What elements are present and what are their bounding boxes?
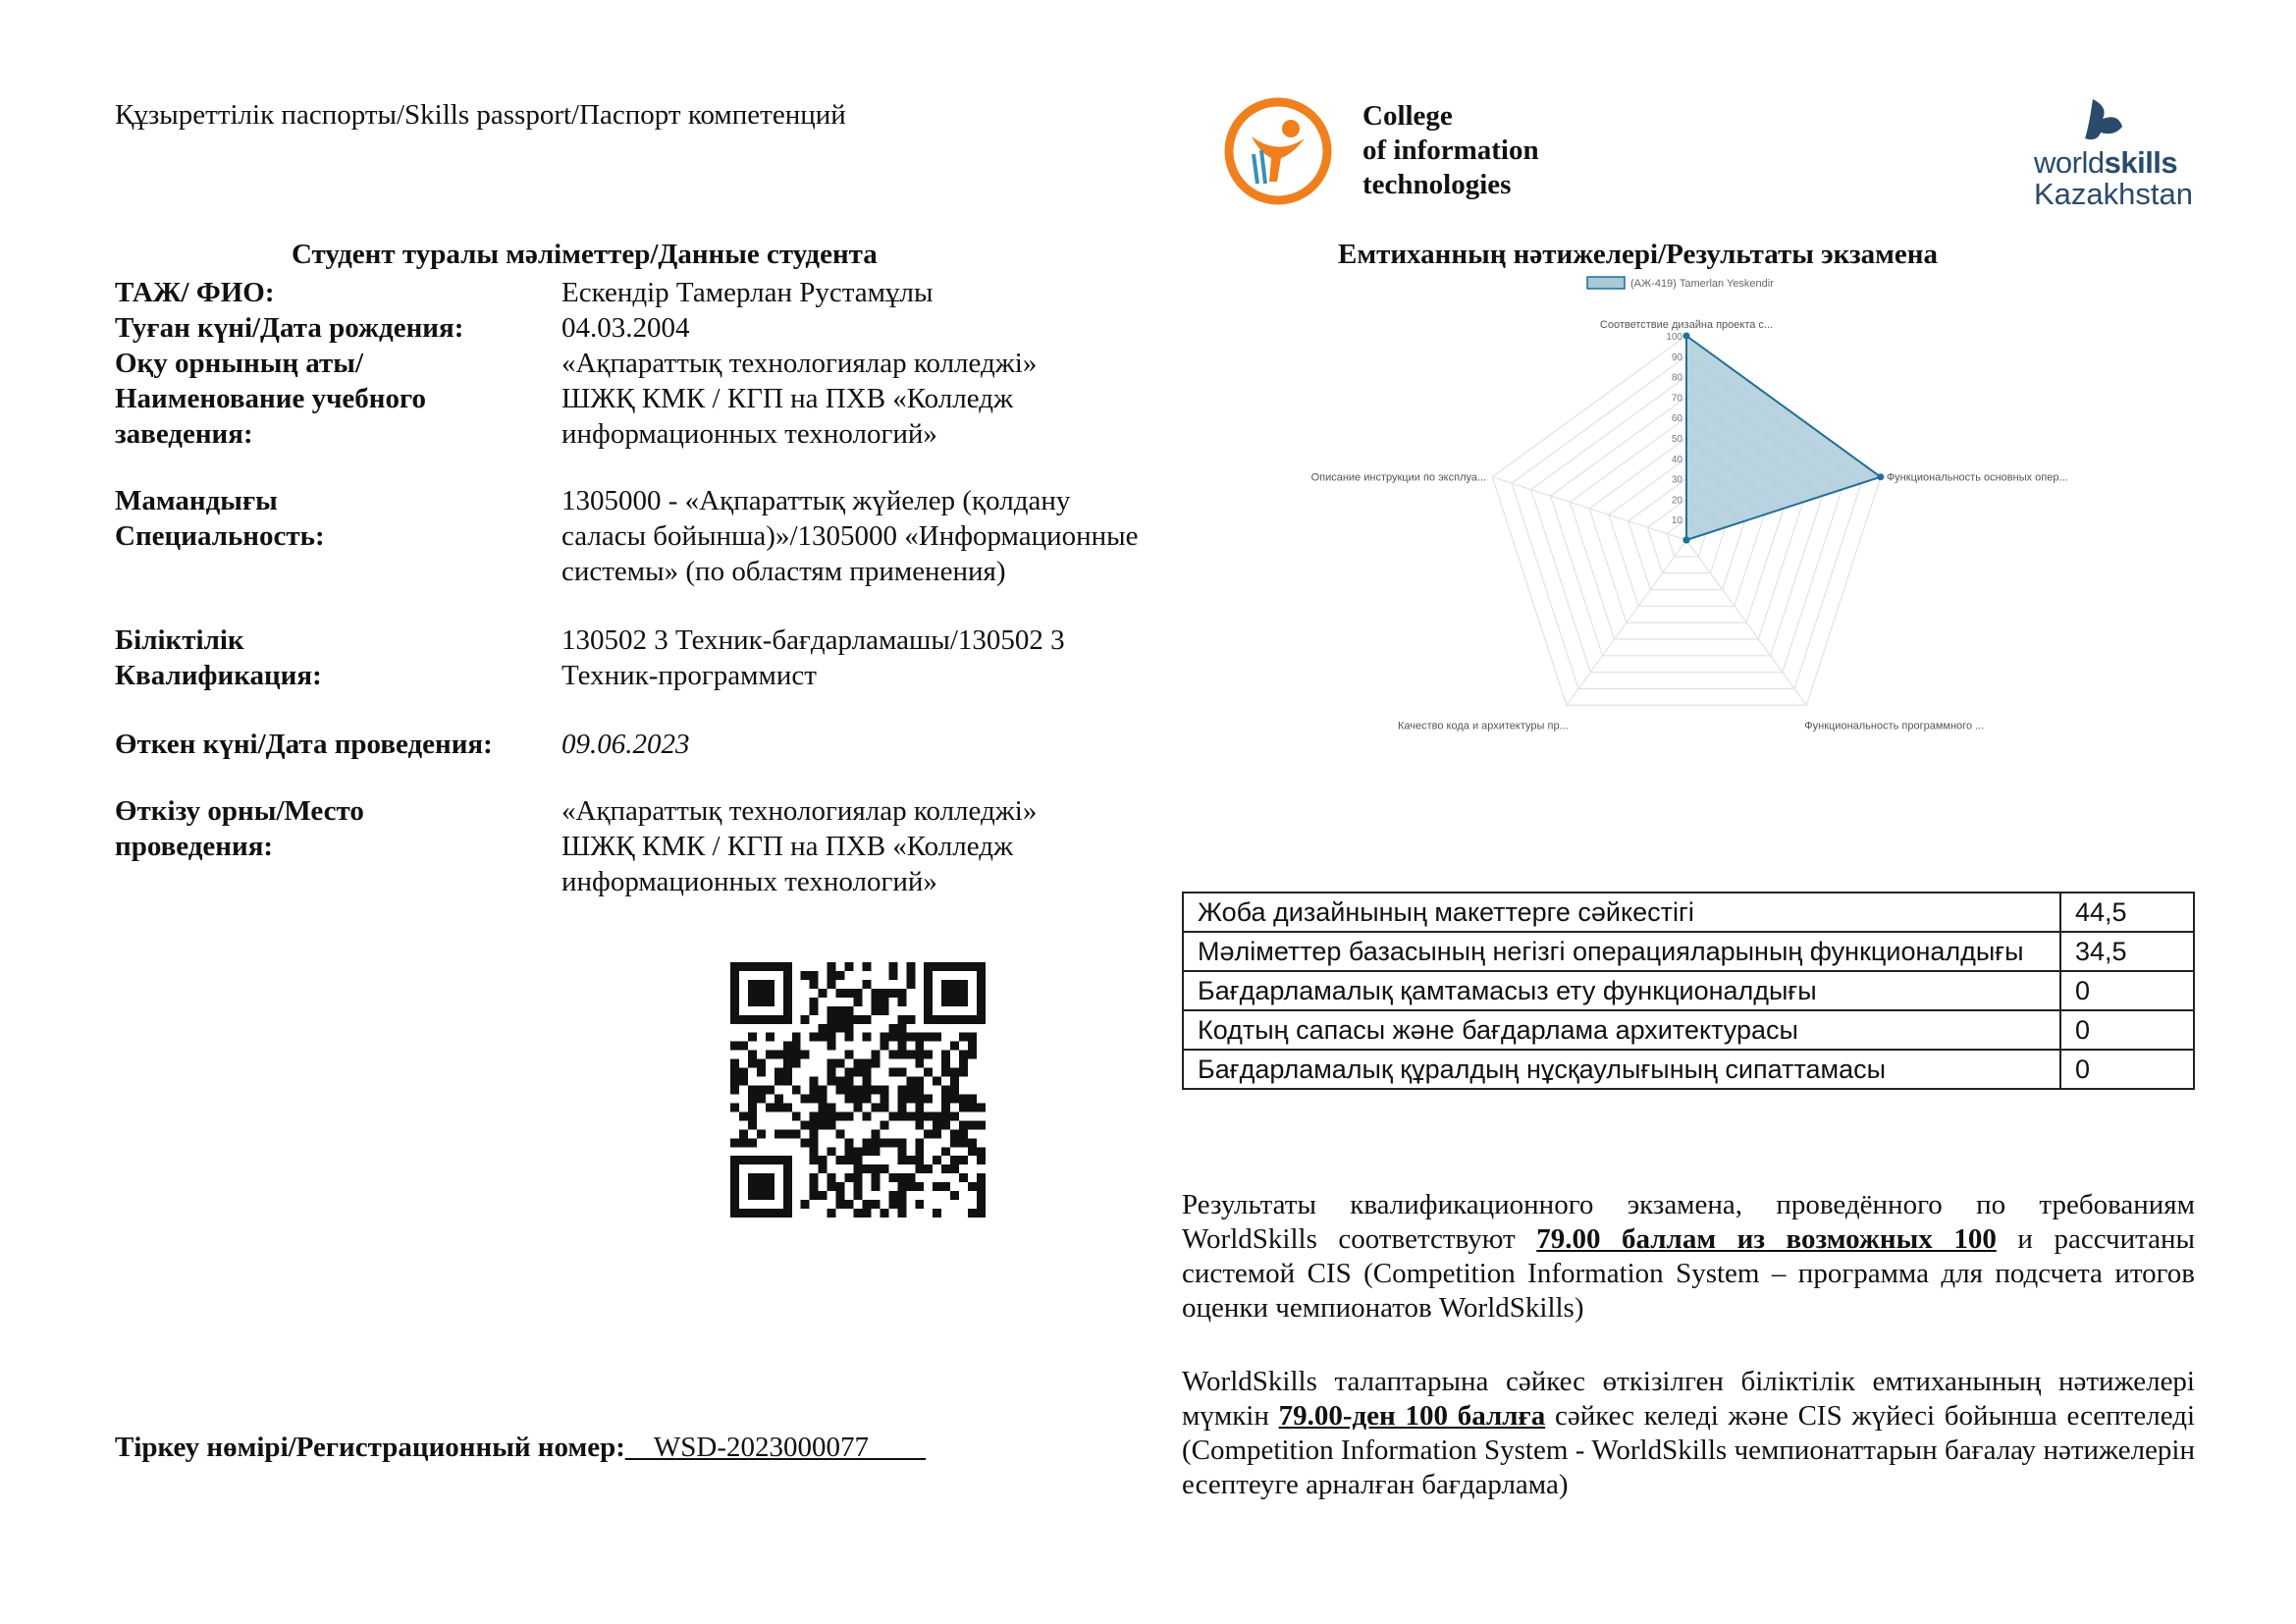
radar-point: [1877, 473, 1884, 480]
ws-kazakhstan: Kazakhstan: [2034, 177, 2193, 211]
radar-tick-label: 80: [1671, 372, 1682, 384]
institution-value: «Ақпараттық технологиялар колледжі» ШЖҚ КМК / КГП на ПХВ «Колледж информационных технологий»: [561, 348, 1038, 450]
criterion-score: 0: [2060, 971, 2194, 1010]
dob-label: Туған күні/Дата рождения:: [115, 312, 464, 344]
exam-date-label: Өткен күні/Дата проведения:: [115, 729, 493, 760]
dob-value: 04.03.2004: [561, 312, 690, 344]
table-row: [1183, 1050, 2194, 1089]
institution-label: Оқу орнының аты/Наименование учебного заведения:: [115, 348, 426, 450]
radar-tick-label: 60: [1671, 413, 1682, 425]
qr-code: [730, 962, 986, 1218]
qualification-label: Біліктілік Квалификация:: [115, 624, 322, 691]
criterion-score: 0: [2060, 1010, 2194, 1050]
radar-axis-label: Качество кода и архитектуры пр...: [1397, 720, 1569, 732]
college-logo: [1224, 97, 1332, 205]
results-heading: Емтиханның нәтижелері/Результаты экзамена: [1338, 239, 1938, 270]
radar-tick-label: 30: [1671, 474, 1682, 486]
name-label: ТАЖ/ ФИО:: [115, 277, 275, 308]
para-kz-c: сәйкес келеді және CIS жүйесі бойынша есептеледі (Competition Information System - WorldSkills чемпионаттарын бағалау нәтижелерін есептеуге арналған бағдарлама): [1182, 1400, 2196, 1500]
college-name-line2: of information: [1362, 135, 1539, 166]
radar-series-area: [1686, 336, 1881, 540]
radar-tick-label: 20: [1671, 495, 1682, 507]
table-row: [1183, 1010, 2194, 1050]
place-value: «Ақпараттық технологиялар колледжі» ШЖҚ КМК / КГП на ПХВ «Колледж информационных технологий»: [561, 795, 1038, 897]
student-heading: Студент туралы мәліметтер/Данные студента: [292, 239, 878, 270]
para-ru-a: Результаты квалификационного экзамена, проведённого по требованиям WorldSkills соответствуют: [1182, 1189, 2195, 1255]
criterion-label: Жоба дизайнының макеттерге сәйкестігі: [1183, 893, 2060, 932]
radar-tick-label: 40: [1671, 454, 1682, 465]
criterion-score: 44,5: [2060, 893, 2194, 932]
registration-label: Тіркеу нөмірі/Регистрационный номер:: [115, 1432, 625, 1463]
radar-legend-swatch: [1587, 277, 1625, 289]
radar-tick-label: 10: [1671, 515, 1682, 527]
radar-point: [1683, 537, 1690, 544]
radar-tick-label: 50: [1671, 434, 1682, 445]
radar-point: [1683, 333, 1690, 340]
exam-date-value: 09.06.2023: [561, 729, 690, 760]
qualification-value: 130502 3 Техник-бағдарламашы/130502 3 Техник-программист: [561, 624, 1065, 691]
radar-legend-label: (АЖ-419) Tamerlan Yeskendir: [1630, 278, 1774, 290]
table-row: [1183, 893, 2194, 932]
criterion-label: Бағдарламалық қамтамасыз ету функционалдығы: [1183, 971, 2060, 1010]
qr-finder-pattern: [730, 1156, 792, 1218]
registration-number: __WSD-2023000077____: [624, 1432, 926, 1463]
table-row: [1183, 971, 2194, 1010]
result-paragraph-kz: [1182, 1365, 2195, 1502]
qr-finder-pattern: [924, 962, 986, 1024]
specialty-value: 1305000 - «Ақпараттық жүйелер (қолдану саласы бойынша)»/1305000 «Информационные системы» (по областям применения): [561, 485, 1139, 587]
worldskills-wordmark: [2034, 147, 2193, 210]
para-ru-score: 79.00 баллам из возможных 100: [1536, 1223, 1997, 1255]
name-value: Ескендір Тамерлан Рустамұлы: [561, 277, 934, 308]
radar-spoke: [1492, 474, 1686, 540]
document-title: Құзыреттілік паспорты/Skills passport/Паспорт компетенций: [115, 99, 846, 131]
para-kz-a: WorldSkills талаптарына сәйкес өткізілген біліктілік емтиханының нәтижелері мүмкін: [1182, 1366, 2195, 1432]
criterion-label: Кодтың сапасы және бағдарлама архитектурасы: [1183, 1010, 2060, 1050]
criterion-score: 34,5: [2060, 932, 2194, 971]
criterion-score: 0: [2060, 1050, 2194, 1089]
ws-skills: skills: [2104, 145, 2178, 180]
criterion-label: Мәліметтер базасының негізгі операцияларының функционалдығы: [1183, 932, 2060, 971]
para-ru-c: и рассчитаны системой CIS (Competition Information System – программа для подсчета итогов оценки чемпионатов WorldSkills): [1182, 1223, 2195, 1324]
criterion-label: Бағдарламалық құралдың нұсқаулығының сипаттамасы: [1183, 1050, 2060, 1089]
table-row: [1183, 932, 2194, 971]
results-radar-chart: [1256, 267, 2140, 768]
specialty-label: Мамандығы Специальность:: [115, 485, 325, 552]
college-name-line3: technologies: [1362, 169, 1512, 200]
college-name-line1: College: [1362, 100, 1453, 132]
results-table: [1182, 892, 2195, 1090]
college-name: [1362, 99, 1539, 202]
radar-axis-label: Функциональность программного ...: [1804, 720, 1985, 732]
radar-tick-label: 100: [1666, 332, 1682, 343]
radar-tick-label: 70: [1671, 393, 1682, 405]
ws-world: world: [2034, 145, 2105, 180]
radar-axis-label: Функциональность основных опер...: [1886, 471, 2068, 484]
place-label: Өткізу орны/Место проведения:: [115, 795, 364, 862]
radar-axis-label: Соответствие дизайна проекта с...: [1599, 319, 1774, 331]
radar-axis-label: Описание инструкции по эксплуа...: [1310, 471, 1487, 484]
result-paragraph-ru: [1182, 1188, 2195, 1326]
para-kz-score: 79.00-ден 100 баллға: [1278, 1400, 1546, 1432]
qr-finder-pattern: [730, 962, 792, 1024]
radar-tick-label: 90: [1671, 352, 1682, 363]
registration: [115, 1432, 926, 1464]
